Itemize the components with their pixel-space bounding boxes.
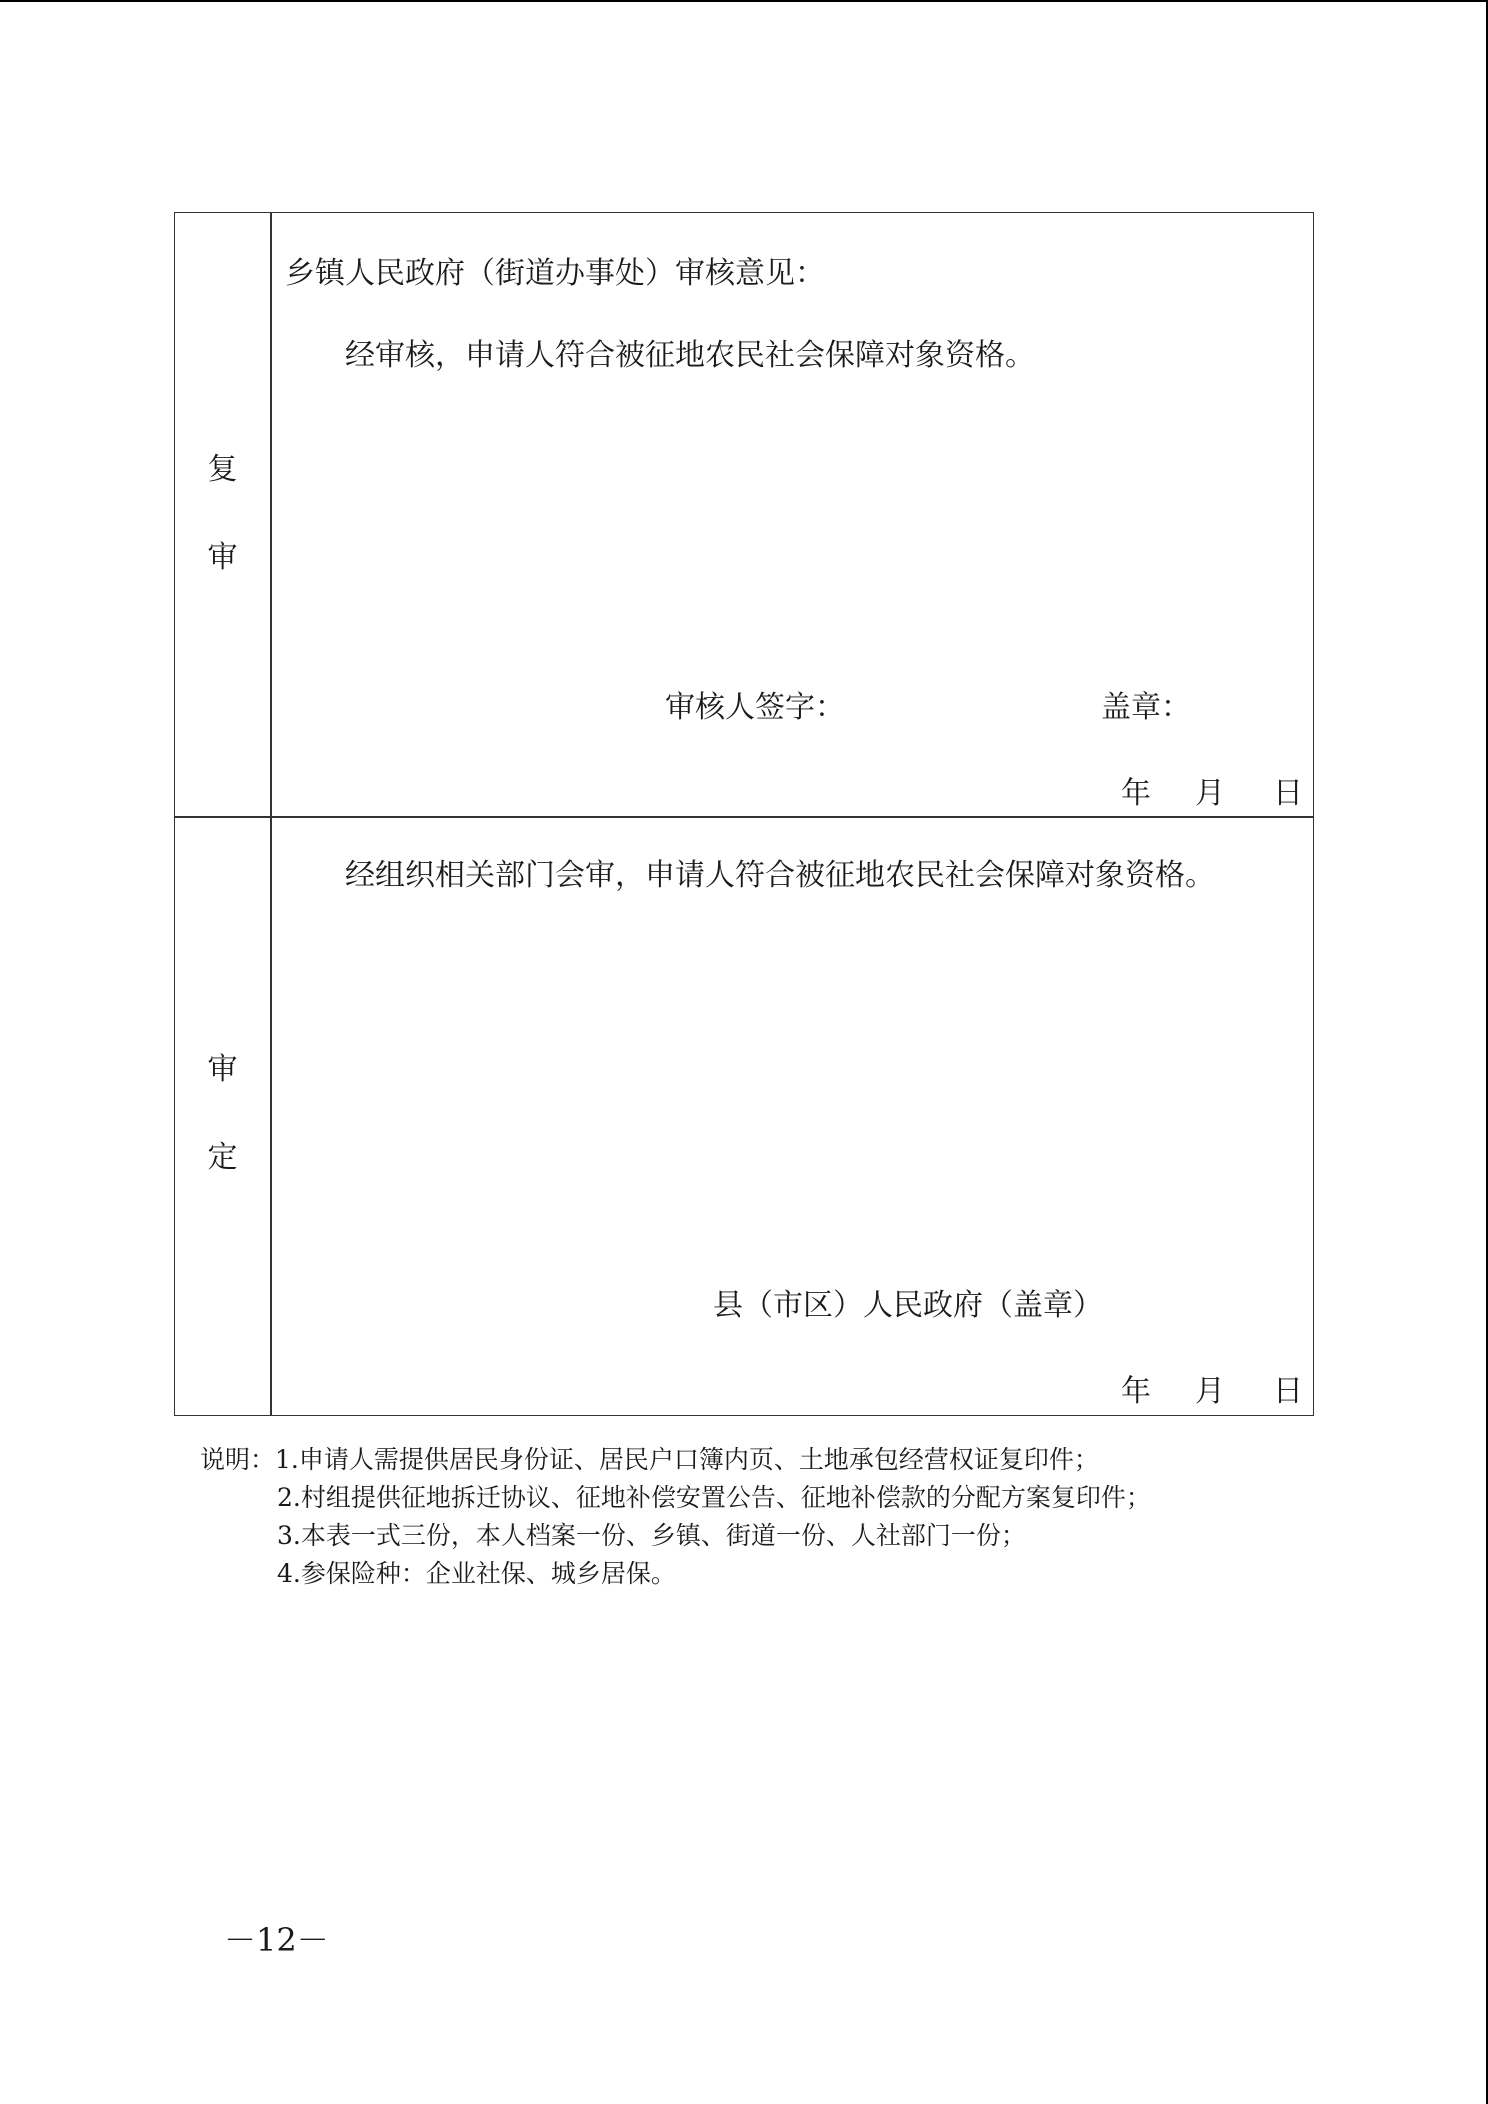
authority-seal-label: 县（市区）人民政府（盖章） — [713, 1288, 1103, 1323]
notes-block — [200, 1441, 1151, 1593]
notes-prefix: 说明： — [200, 1445, 276, 1474]
page-number: －12－ — [224, 1921, 329, 1959]
review-seal-label: 盖章： — [1101, 690, 1191, 725]
review-opinion: 经审核，申请人符合被征地农民社会保障对象资格。 — [345, 338, 1035, 373]
approval-date-day: 日 — [1273, 1374, 1303, 1409]
approval-date-year: 年 — [1121, 1374, 1151, 1409]
note-item-1 — [200, 1441, 1151, 1479]
approval-date-month: 月 — [1195, 1374, 1225, 1409]
row-divider — [175, 816, 1313, 818]
review-date-day: 日 — [1273, 776, 1303, 811]
note-item-4: 4.参保险种：企业社保、城乡居保。 — [277, 1559, 676, 1588]
review-label-char-2: 审 — [207, 540, 238, 575]
column-divider — [270, 213, 272, 1415]
note-item-2: 2.村组提供征地拆迁协议、征地补偿安置公告、征地补偿款的分配方案复印件； — [277, 1483, 1151, 1512]
note-item-1-text: 1.申请人需提供居民身份证、居民户口簿内页、土地承包经营权证复印件； — [275, 1445, 1099, 1474]
approval-label-char-1: 审 — [207, 1052, 238, 1087]
review-heading: 乡镇人民政府（街道办事处）审核意见： — [285, 256, 825, 291]
approval-label-char-2: 定 — [207, 1140, 238, 1175]
top-border-line — [0, 0, 1488, 2]
approval-opinion: 经组织相关部门会审，申请人符合被征地农民社会保障对象资格。 — [345, 858, 1215, 893]
review-date-month: 月 — [1195, 776, 1225, 811]
reviewer-signature-label: 审核人签字： — [665, 690, 845, 725]
review-label-char-1: 复 — [207, 452, 238, 487]
note-item-3: 3.本表一式三份，本人档案一份、乡镇、街道一份、人社部门一份； — [277, 1521, 1026, 1550]
review-date-year: 年 — [1121, 776, 1151, 811]
approval-form-table — [174, 212, 1314, 1416]
